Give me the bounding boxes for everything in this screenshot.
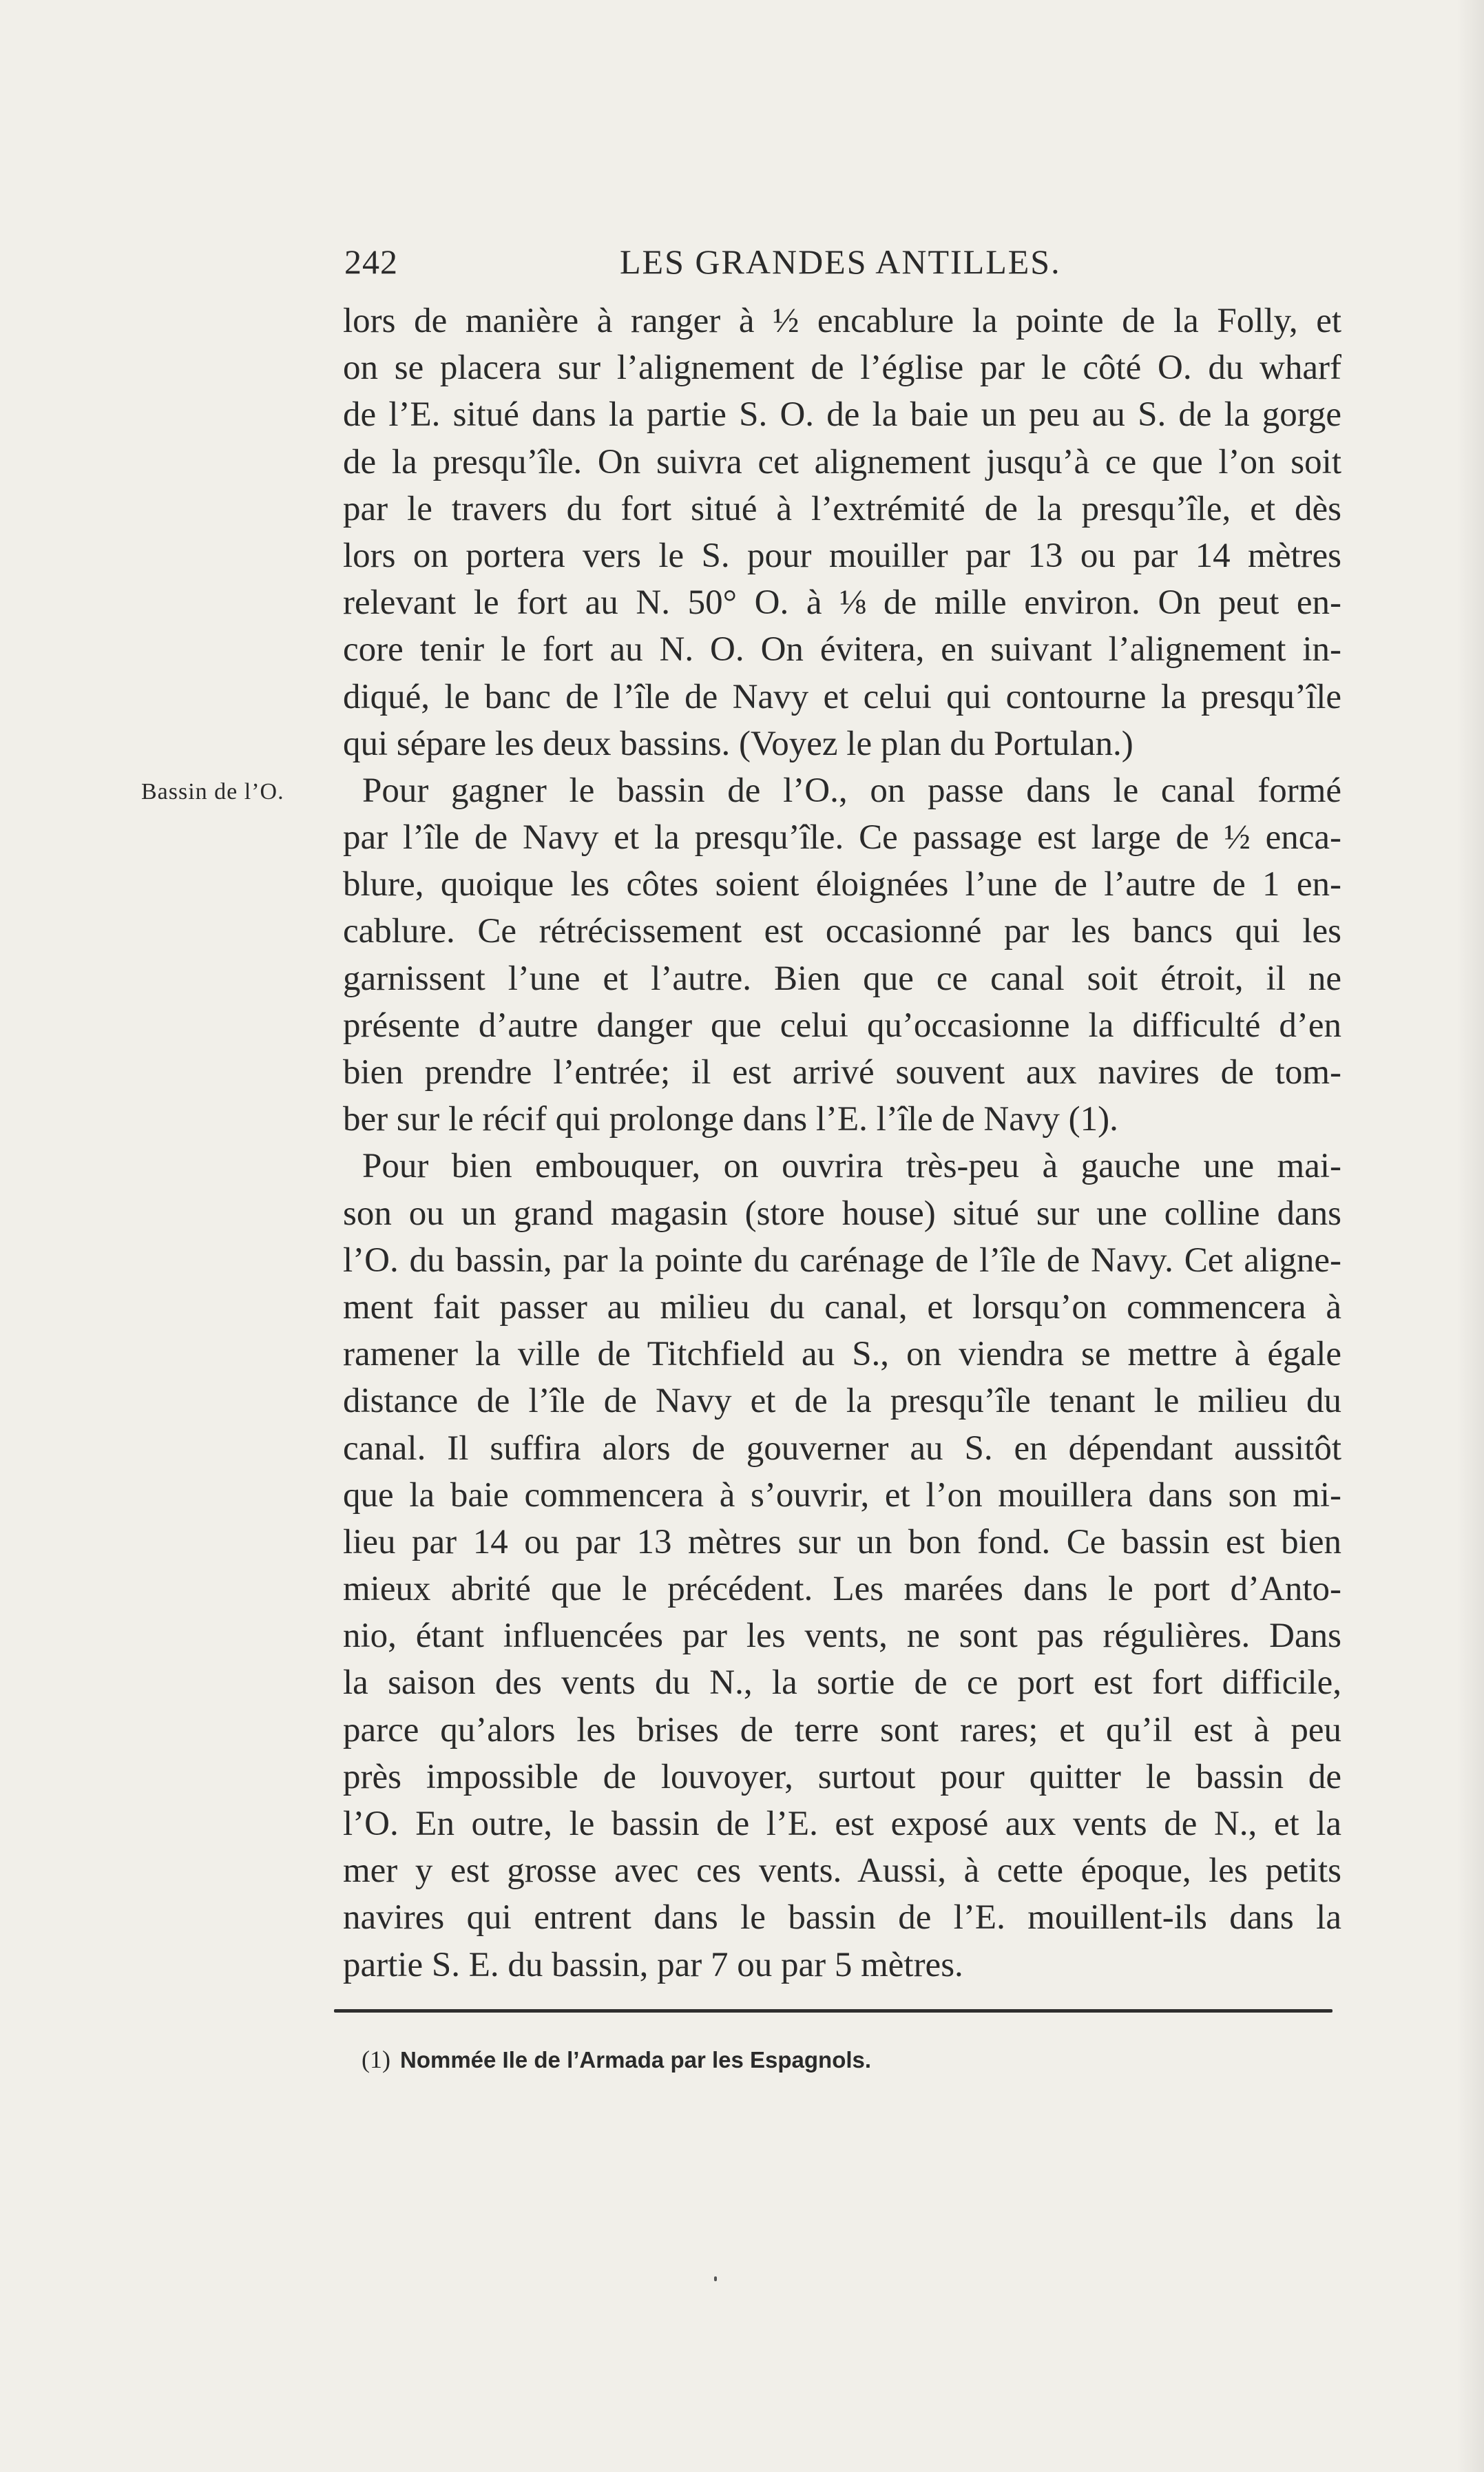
text-line: ramener la ville de Titchfield au S., on viendra se mettre à égale <box>343 1335 1341 1374</box>
text-line: nio, étant influencées par les vents, ne sont pas régulières. Dans <box>343 1617 1341 1656</box>
text-line: parce qu’alors les brises de terre sont rares; et qu’il est à peu <box>343 1710 1341 1749</box>
text-line: qui sépare les deux bassins. (Voyez le plan du Portulan.) <box>343 724 1133 763</box>
text-line: blure, quoique les côtes soient éloignées l’une de l’autre de 1 en- <box>343 865 1341 904</box>
text-line: de l’E. situé dans la partie S. O. de la baie un peu au S. de la gorge <box>343 395 1341 435</box>
text-line: cablure. Ce rétrécissement est occasionné par les bancs qui les <box>343 912 1341 951</box>
text-line: lors on portera vers le S. pour mouiller par 13 ou par 14 mètres <box>343 536 1341 575</box>
body-text <box>343 298 1341 1988</box>
text-line: lors de manière à ranger à ½ encablure la pointe de la Folly, et <box>343 302 1341 340</box>
text-line: ber sur le récif qui prolonge dans l’E. l’île de Navy (1). <box>343 1100 1118 1139</box>
text-line: Pour bien embouquer, on ouvrira très-peu à gauche une mai- <box>362 1147 1341 1186</box>
text-line: Pour gagner le bassin de l’O., on passe dans le canal formé <box>362 771 1341 810</box>
text-line: de la presqu’île. On suivra cet alignement jusqu’à ce que l’on soit <box>343 442 1341 481</box>
text-line: par l’île de Navy et la presqu’île. Ce passage est large de ½ enca- <box>343 818 1341 858</box>
text-line: relevant le fort au N. 50° O. à ⅛ de mille environ. On peut en- <box>343 583 1341 623</box>
text-line: on se placera sur l’alignement de l’église par le côté O. du wharf <box>343 349 1341 388</box>
text-line: la saison des vents du N., la sortie de ce port est fort difficile, <box>343 1663 1341 1703</box>
text-line: l’O. En outre, le bassin de l’E. est exposé aux vents de N., et la <box>343 1805 1341 1843</box>
text-line: diqué, le banc de l’île de Navy et celui qui contourne la presqu’île <box>343 677 1341 716</box>
text-line: canal. Il suffira alors de gouverner au S. en dépendant aussitôt <box>343 1429 1341 1468</box>
text-line: bien prendre l’entrée; il est arrivé souvent aux navires de tom- <box>343 1053 1341 1092</box>
footnote-rule <box>334 2009 1333 2013</box>
margin-note-bassin-ouest: Bassin de l’O. <box>141 779 284 804</box>
ink-speck <box>714 2276 717 2281</box>
text-line: mer y est grosse avec ces vents. Aussi, à cette époque, les petits <box>343 1851 1341 1891</box>
running-title: LES GRANDES ANTILLES. <box>620 242 1061 281</box>
text-line: core tenir le fort au N. O. On évitera, en suivant l’alignement in- <box>343 630 1341 669</box>
text-line: ment fait passer au milieu du canal, et lorsqu’on commencera à <box>343 1287 1341 1327</box>
text-line: partie S. E. du bassin, par 7 ou par 5 mètres. <box>343 1945 963 1984</box>
text-line: navires qui entrent dans le bassin de l’E. mouillent-ils dans la <box>343 1898 1341 1938</box>
page-header <box>344 234 1343 289</box>
text-line: que la baie commencera à s’ouvrir, et l’on mouillera dans son mi- <box>343 1475 1341 1515</box>
text-line: l’O. du bassin, par la pointe du carénage de l’île de Navy. Cet aligne- <box>343 1240 1341 1280</box>
footnote <box>362 2042 871 2077</box>
text-line: son ou un grand magasin (store house) situé sur une colline dans <box>343 1194 1341 1233</box>
text-line: près impossible de louvoyer, surtout pour quitter le bassin de <box>343 1757 1341 1796</box>
text-line: garnissent l’une et l’autre. Bien que ce canal soit étroit, il ne <box>343 959 1341 998</box>
footnote-text: Nommée Ile de l’Armada par les Espagnols. <box>399 2047 872 2073</box>
text-line: lieu par 14 ou par 13 mètres sur un bon fond. Ce bassin est bien <box>343 1522 1341 1561</box>
page-edge-shadow <box>1456 0 1484 2472</box>
text-line: présente d’autre danger que celui qu’occasionne la difficulté d’en <box>343 1006 1341 1045</box>
page-number: 242 <box>344 242 398 281</box>
text-line: mieux abrité que le précédent. Les marées dans le port d’Anto- <box>343 1570 1341 1609</box>
text-line: distance de l’île de Navy et de la presqu’île tenant le milieu du <box>343 1382 1341 1421</box>
text-line: par le travers du fort situé à l’extrémité de la presqu’île, et dès <box>343 489 1341 528</box>
footnote-marker: (1) <box>362 2046 390 2073</box>
